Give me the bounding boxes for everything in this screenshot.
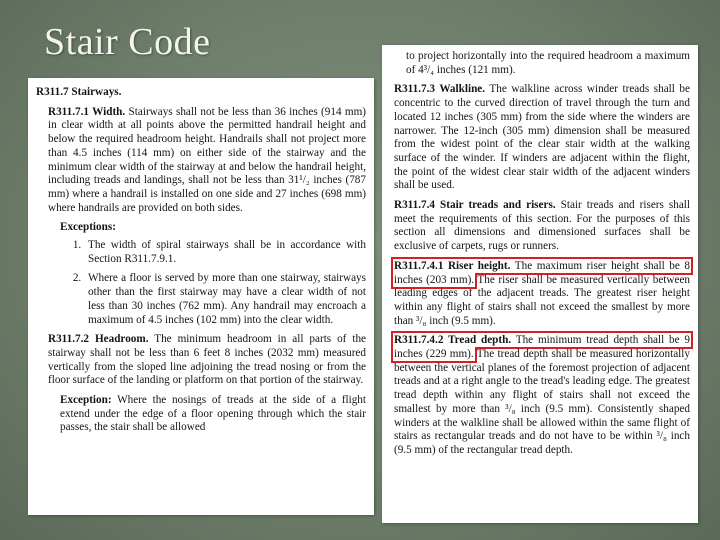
- riser-highlight-text: The maximum riser height shall be 8 inches (203 mm).: [394, 259, 690, 286]
- continuation-text: to project horizontally into the required headroom a maximum of 4³/₄ inches (121 mm).: [406, 50, 690, 76]
- walkline-label: R311.7.3 Walkline.: [394, 83, 486, 96]
- walkline-text: The walkline across winder treads shall be concentric to the curved direction of travel through the turn and located 12 inches (305 mm) from the side where the winders are narrower. The 12-inch (305 mm) dimension shall be measured from the widest point of the clear stair width at the walking surface of the winder. If winders are adjacent within the flight, the point of the widest clear stair width of the adjacent winders shall be used.: [394, 83, 690, 192]
- headroom-label: R311.7.2 Headroom.: [48, 333, 149, 346]
- exceptions-label: Exceptions:: [60, 221, 116, 234]
- exception-label: Exception:: [60, 394, 112, 407]
- tread-highlight-text: The minimum tread depth shall be 9 inches (229 mm).: [394, 334, 690, 361]
- treads-label: R311.7.4 Stair treads and risers.: [394, 199, 556, 212]
- riser-text: The riser shall be measured vertically between leading edges of the adjacent treads. The greatest riser height within any flight of stairs shall not exceed the smallest by more than ³/₈ inch (9.5 mm).: [394, 273, 690, 327]
- slide-title: Stair Code: [44, 21, 211, 63]
- riser-label: R311.7.4.1 Riser height.: [394, 259, 511, 272]
- code-page-left: [28, 78, 374, 515]
- width-paragraph: [36, 106, 366, 216]
- exception-item-2: 2. Where a floor is served by more than one stairway, stairways other than the first stairway may have a clear width of not less than 30 inches (762 mm). Any handrail may encroach a maximum of 4.5 inches (102 mm) into the clear width.: [84, 272, 366, 327]
- riser-paragraph: [394, 260, 690, 329]
- tread-paragraph: [394, 334, 690, 457]
- exception-item-1: 1. The width of spiral stairways shall be in accordance with Section R311.7.9.1.: [84, 239, 366, 266]
- headroom-text: The minimum headroom in all parts of the stairway shall not be less than 6 feet 8 inches (2032 mm) measured vertically from the sloped line adjoining the tread nosing or from the floor surface of the landing or platform on that portion of the stairway.: [48, 333, 366, 387]
- exceptions-list: [36, 239, 366, 327]
- section-heading-stairways: R311.7 Stairways.: [36, 86, 122, 98]
- treads-paragraph: [394, 199, 690, 254]
- tread-text: The tread depth shall be measured horizontally between the vertical planes of the foremost projection of adjacent treads and at a right angle to the tread's leading edge. The greatest tread depth within any flight of stairs shall not exceed the smallest by more than ³/₈ inch (9.5 mm). Consistently shaped winders at the walkline shall be allowed within the same flight of stairs as rectangular treads and do not have to be within ³/₈ inch (9.5 mm) of the rectangular tread depth.: [394, 348, 690, 456]
- walkline-paragraph: [394, 83, 690, 193]
- treads-text: Stair treads and risers shall meet the requirements of this section. For the purposes of this section all dimensions and dimensioned surfaces shall be exclusive of carpets, rugs or runners.: [394, 199, 690, 253]
- width-label: R311.7.1 Width.: [48, 105, 126, 118]
- headroom-paragraph: [36, 333, 366, 388]
- headroom-exception: [36, 394, 366, 435]
- tread-label: R311.7.4.2 Tread depth.: [394, 334, 512, 347]
- exception-text: Where the nosings of treads at the side of a flight extend under the edge of a floor opening through which the stair passes, the stair shall be allowed: [60, 394, 366, 434]
- code-page-right: [382, 45, 698, 523]
- width-text: Stairways shall not be less than 36 inches (914 mm) in clear width at all points above the permitted handrail height and below the required headroom height. Handrails shall not project more than 4.5 inches (114 mm) on either side of the stairway and the minimum clear width of the stairway at and below the handrail height, including treads and landings, shall not be less than 31¹/₂ inches (787 mm) where a handrail is installed on one side and 27 inches (698 mm) where handrails are provided on both sides.: [48, 105, 366, 214]
